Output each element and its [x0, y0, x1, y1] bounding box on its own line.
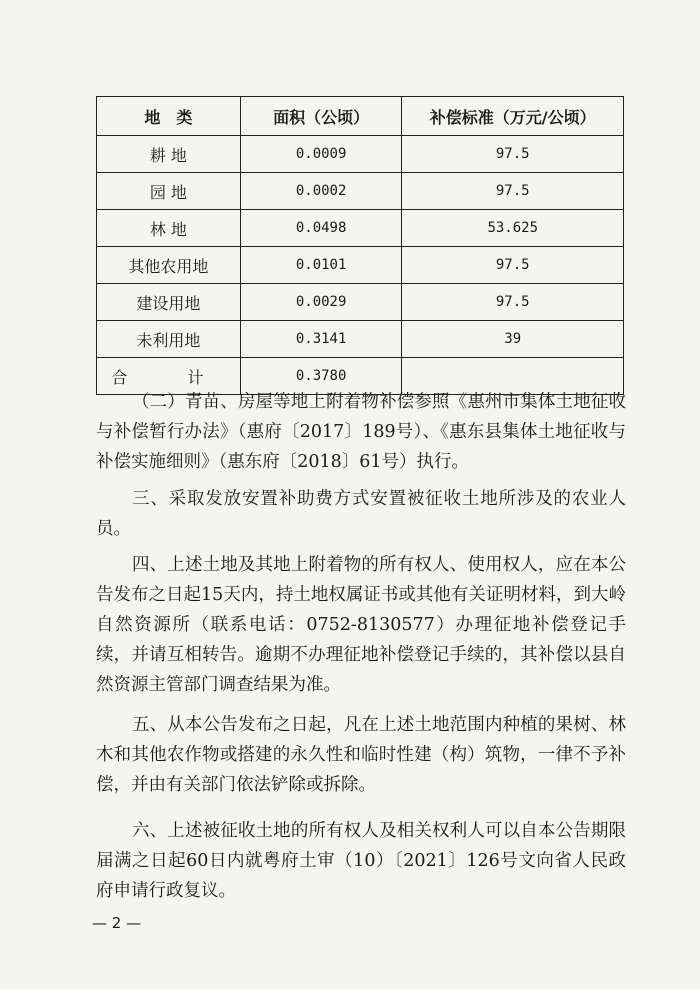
- table-header-row: [97, 97, 624, 136]
- standard-cell: 53.625: [402, 210, 624, 247]
- land-type-cell: 建设用地: [97, 284, 241, 321]
- header-land-type: 地 类: [97, 97, 241, 136]
- table-row: [97, 136, 624, 173]
- land-compensation-table: [96, 96, 624, 395]
- paragraph-registration: 四、上述土地及其地上附着物的所有权人、使用权人，应在本公告发布之日起15天内，持土地权属证书或其他有关证明材料，到大岭自然资源所（联系电话：0752-8130577）办理征地补偿登记手续，并请互相转告。逾期不办理征地补偿登记手续的，其补偿以县自然资源主管部门调查结果为准。: [96, 555, 626, 695]
- area-cell: 0.0002: [240, 173, 402, 210]
- table-row: [97, 173, 624, 210]
- standard-cell: 97.5: [402, 247, 624, 284]
- paragraph-attachments-compensation: （二）青苗、房屋等地上附着物补偿参照《惠州市集体土地征收与补偿暂行办法》（惠府〔2017〕189号）、《惠东县集体土地征收与补偿实施细则》（惠东府〔2018〕61号）执行。: [96, 392, 626, 472]
- standard-cell: 39: [402, 321, 624, 358]
- paragraph-resettlement: 三、采取发放安置补助费方式安置被征收土地所涉及的农业人员。: [96, 489, 626, 539]
- total-area-cell: 0.3780: [240, 358, 402, 395]
- table-row: [97, 210, 624, 247]
- paragraph-administrative-review: 六、上述被征收土地的所有权人及相关权利人可以自本公告期限届满之日起60日内就粤府土审（10）〔2021〕126号文向省人民政府申请行政复议。: [96, 821, 626, 901]
- area-cell: 0.0498: [240, 210, 402, 247]
- total-label-cell: 合 计: [97, 358, 241, 395]
- area-cell: 0.3141: [240, 321, 402, 358]
- table-row: [97, 247, 624, 284]
- land-type-cell: 未利用地: [97, 321, 241, 358]
- page-number: — 2 —: [92, 914, 142, 932]
- land-type-cell: 园 地: [97, 173, 241, 210]
- area-cell: 0.0101: [240, 247, 402, 284]
- land-type-cell: 林 地: [97, 210, 241, 247]
- land-type-cell: 耕 地: [97, 136, 241, 173]
- header-area: 面积（公顷）: [240, 97, 402, 136]
- paragraph-no-compensation: 五、从本公告发布之日起，凡在上述土地范围内种植的果树、林木和其他农作物或搭建的永久性和临时性建（构）筑物，一律不予补偿，并由有关部门依法铲除或拆除。: [96, 715, 626, 795]
- standard-cell: 97.5: [402, 173, 624, 210]
- standard-cell: 97.5: [402, 136, 624, 173]
- table-row: [97, 321, 624, 358]
- area-cell: 0.0029: [240, 284, 402, 321]
- area-cell: 0.0009: [240, 136, 402, 173]
- header-compensation-standard: 补偿标准（万元/公顷）: [402, 97, 624, 136]
- table-row: [97, 284, 624, 321]
- standard-cell: 97.5: [402, 284, 624, 321]
- land-type-cell: 其他农用地: [97, 247, 241, 284]
